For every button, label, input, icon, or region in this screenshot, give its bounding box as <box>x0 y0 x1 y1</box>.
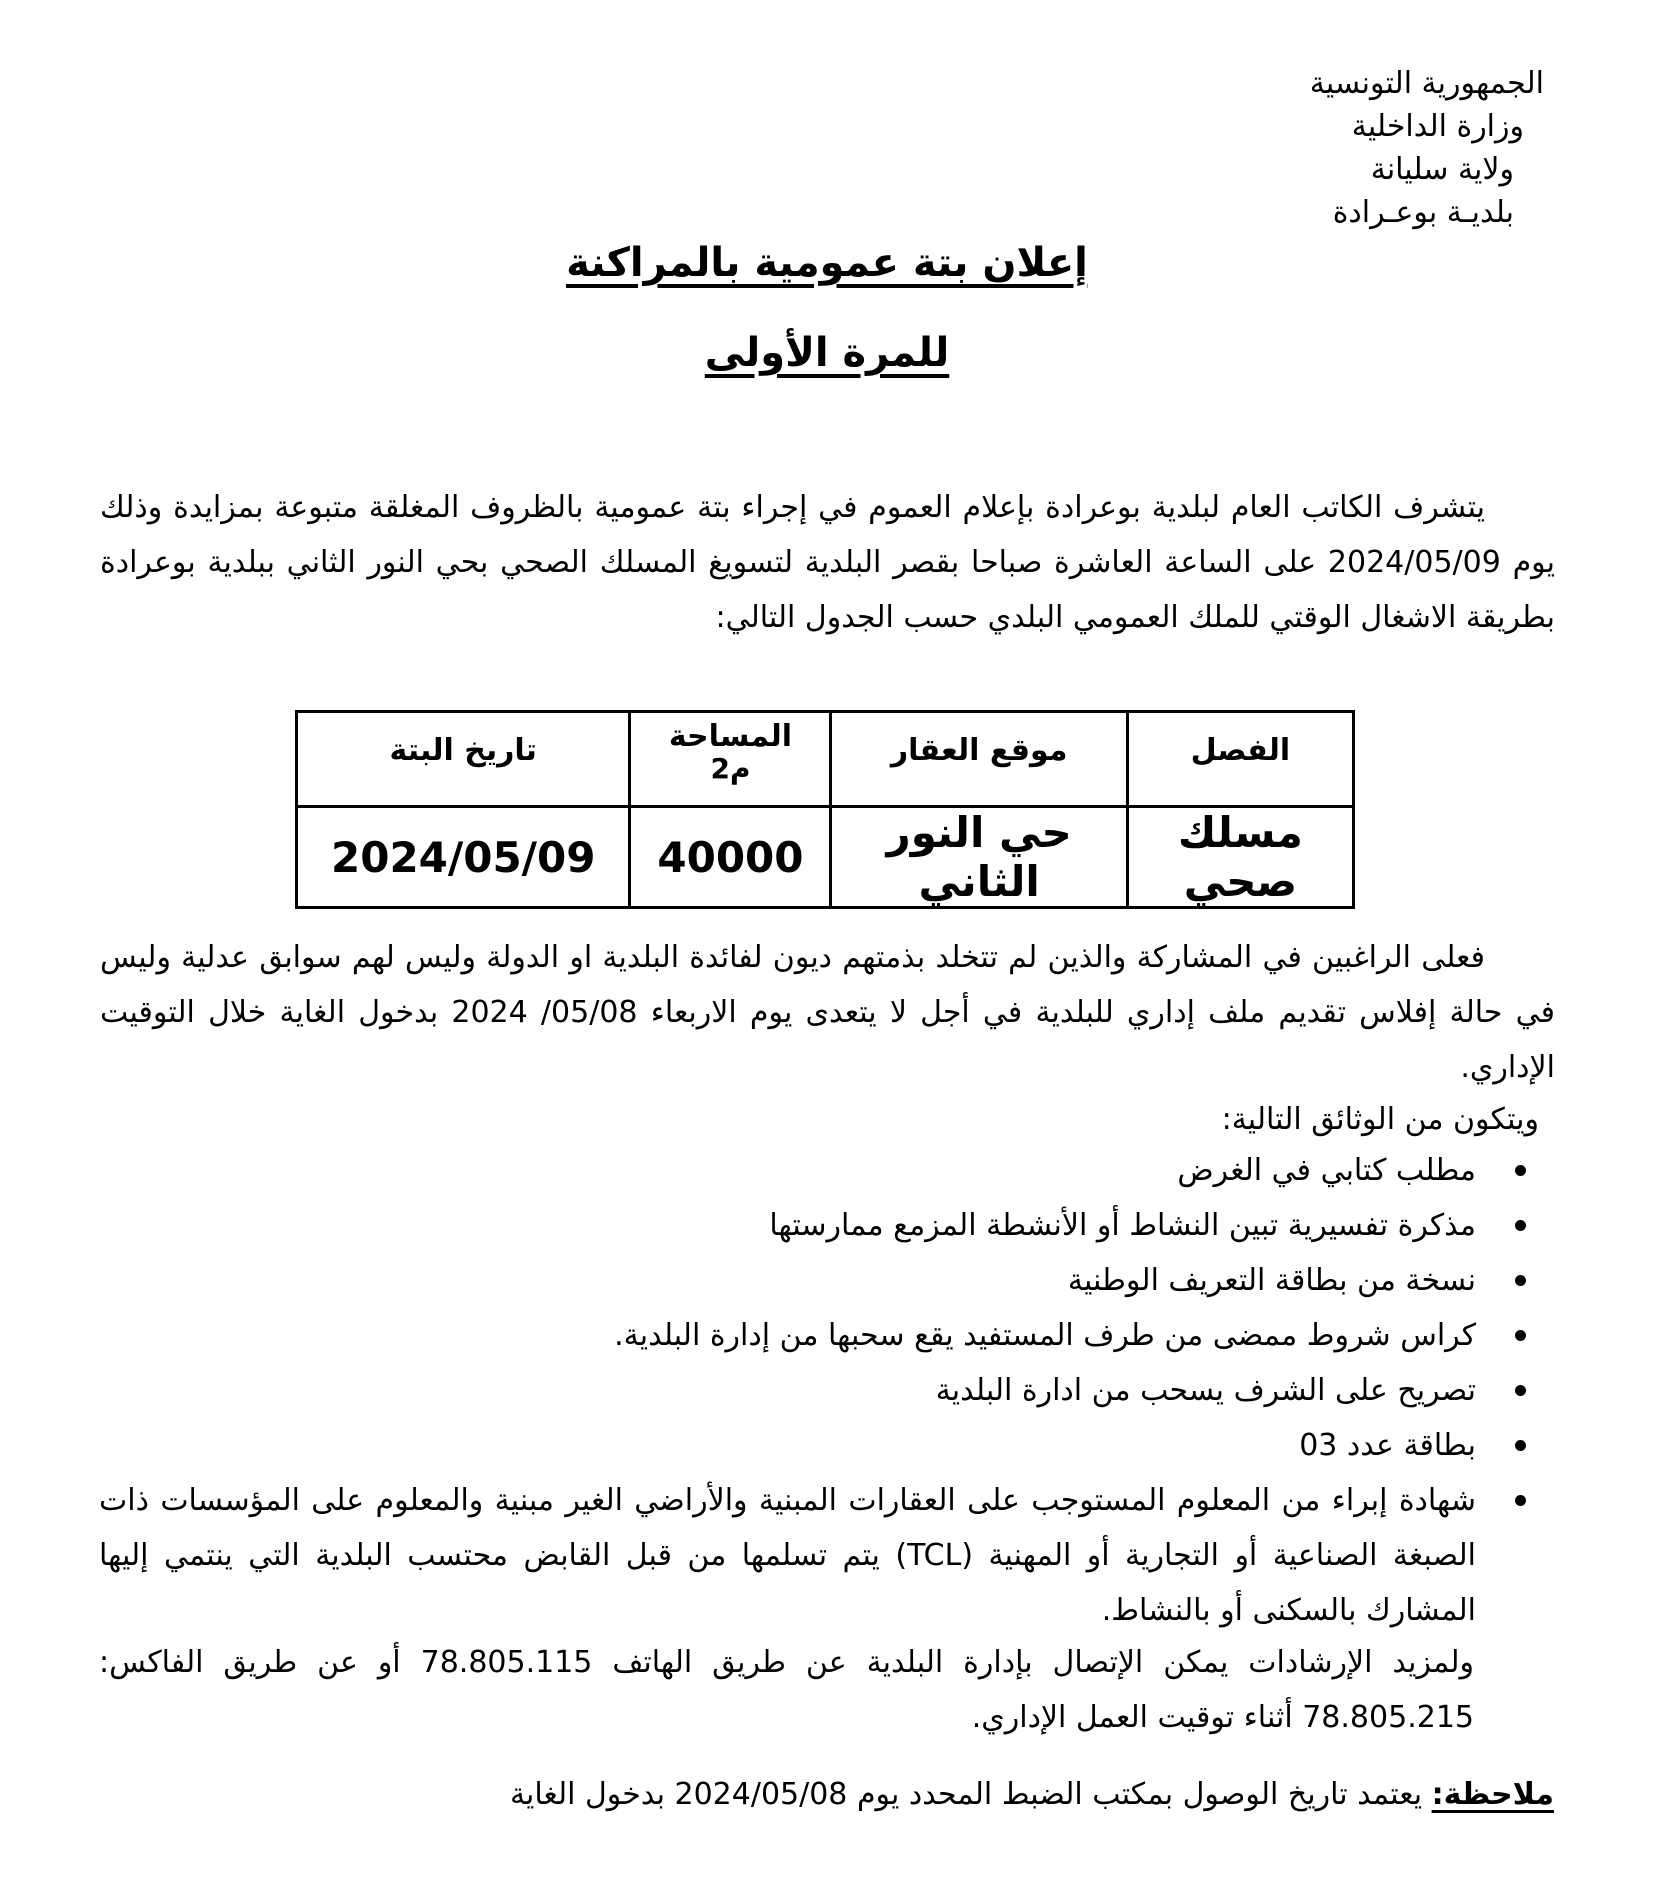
intro-paragraph <box>100 480 1555 645</box>
cell-area: 40000 <box>630 807 831 908</box>
area-unit: م2 <box>710 752 751 785</box>
list-item: مطلب كتابي في الغرض <box>99 1143 1534 1198</box>
list-item: مذكرة تفسيرية تبين النشاط أو الأنشطة المزمع ممارستها <box>99 1198 1534 1253</box>
cell-date: 2024/05/09 <box>297 807 630 908</box>
note-text: يعتمد تاريخ الوصول بمكتب الضبط المحدد يوم 2024/05/08 بدخول الغاية <box>509 1777 1432 1812</box>
note-label: ملاحظة: <box>1431 1777 1554 1812</box>
header-area: المساحة م2 <box>630 712 831 807</box>
letterhead <box>1244 62 1544 234</box>
bullet-icon <box>1515 1220 1526 1231</box>
bullet-icon <box>1515 1495 1526 1506</box>
bullet-icon <box>1515 1165 1526 1176</box>
header-location: موقع العقار <box>831 712 1127 807</box>
header-chapter: الفصل <box>1127 712 1353 807</box>
table-header-row <box>297 712 1354 807</box>
note <box>510 1770 1554 1820</box>
bullet-icon <box>1515 1275 1526 1286</box>
list-item: شهادة إبراء من المعلوم المستوجب على العقارات المبنية والأراضي الغير مبنية والمعلوم على المؤسسات ذات الصبغة الصناعية أو التجارية أو المهنية (TCL) يتم تسلمها من قبل القابض محتسب البلدية التي ينتمي إليها المشارك بالسكنى أو بالنشاط. <box>99 1473 1534 1638</box>
cell-chapter: مسلك صحي <box>1127 807 1353 908</box>
letterhead-ministry: وزارة الداخلية <box>1351 109 1524 144</box>
documents-list <box>99 1143 1534 1638</box>
letterhead-municipality: بلديـة بوعـرادة <box>1332 195 1514 230</box>
bullet-icon <box>1515 1330 1526 1341</box>
contact-paragraph: ولمزيد الإرشادات يمكن الإتصال بإدارة البلدية عن طريق الهاتف 78.805.115 أو عن طريق الفاكس: 78.805.215 أثناء توقيت العمل الإداري. <box>99 1645 1474 1735</box>
docs-intro: ويتكون من الوثائق التالية: <box>1221 1102 1539 1137</box>
intro-text: يتشرف الكاتب العام لبلدية بوعرادة بإعلام العموم في إجراء بتة عمومية بالظروف المغلقة متبوعة بمزايدة وذلك يوم 2024/05/09 على الساعة العاشرة صباحا بقصر البلدية لتسويغ المسلك الصحي بحي النور الثاني ببلدية بوعرادة بطريقة الاشغال الوقتي للملك العمومي البلدي حسب الجدول التالي: <box>100 490 1555 635</box>
bullet-icon <box>1515 1385 1526 1396</box>
letterhead-republic: الجمهورية التونسية <box>1309 66 1544 101</box>
conditions-text: فعلى الراغبين في المشاركة والذين لم تتخلد بذمتهم ديون لفائدة البلدية او الدولة وليس لهم سوابق عدلية وليس في حالة إفلاس تقديم ملف إداري للبلدية في أجل لا يتعدى يوم الاربعاء 05/08/ 2024 بدخول الغاية خلال التوقيت الإداري. <box>100 940 1555 1085</box>
list-item: كراس شروط ممضى من طرف المستفيد يقع سحبها من إدارة البلدية. <box>99 1308 1534 1363</box>
bullet-icon <box>1515 1440 1526 1451</box>
cell-location: حي النور الثاني <box>831 807 1127 908</box>
conditions-paragraph <box>100 930 1555 1095</box>
list-item: بطاقة عدد 03 <box>99 1418 1534 1473</box>
list-item: نسخة من بطاقة التعريف الوطنية <box>99 1253 1534 1308</box>
header-date: تاريخ البتة <box>297 712 630 807</box>
table-row <box>297 807 1354 908</box>
page-title: إعلان بتة عمومية بالمراكنة <box>566 240 1088 286</box>
lots-table <box>295 710 1355 909</box>
page-subtitle: للمرة الأولى <box>704 330 950 376</box>
list-item: تصريح على الشرف يسحب من ادارة البلدية <box>99 1363 1534 1418</box>
letterhead-governorate: ولاية سليانة <box>1370 152 1514 187</box>
